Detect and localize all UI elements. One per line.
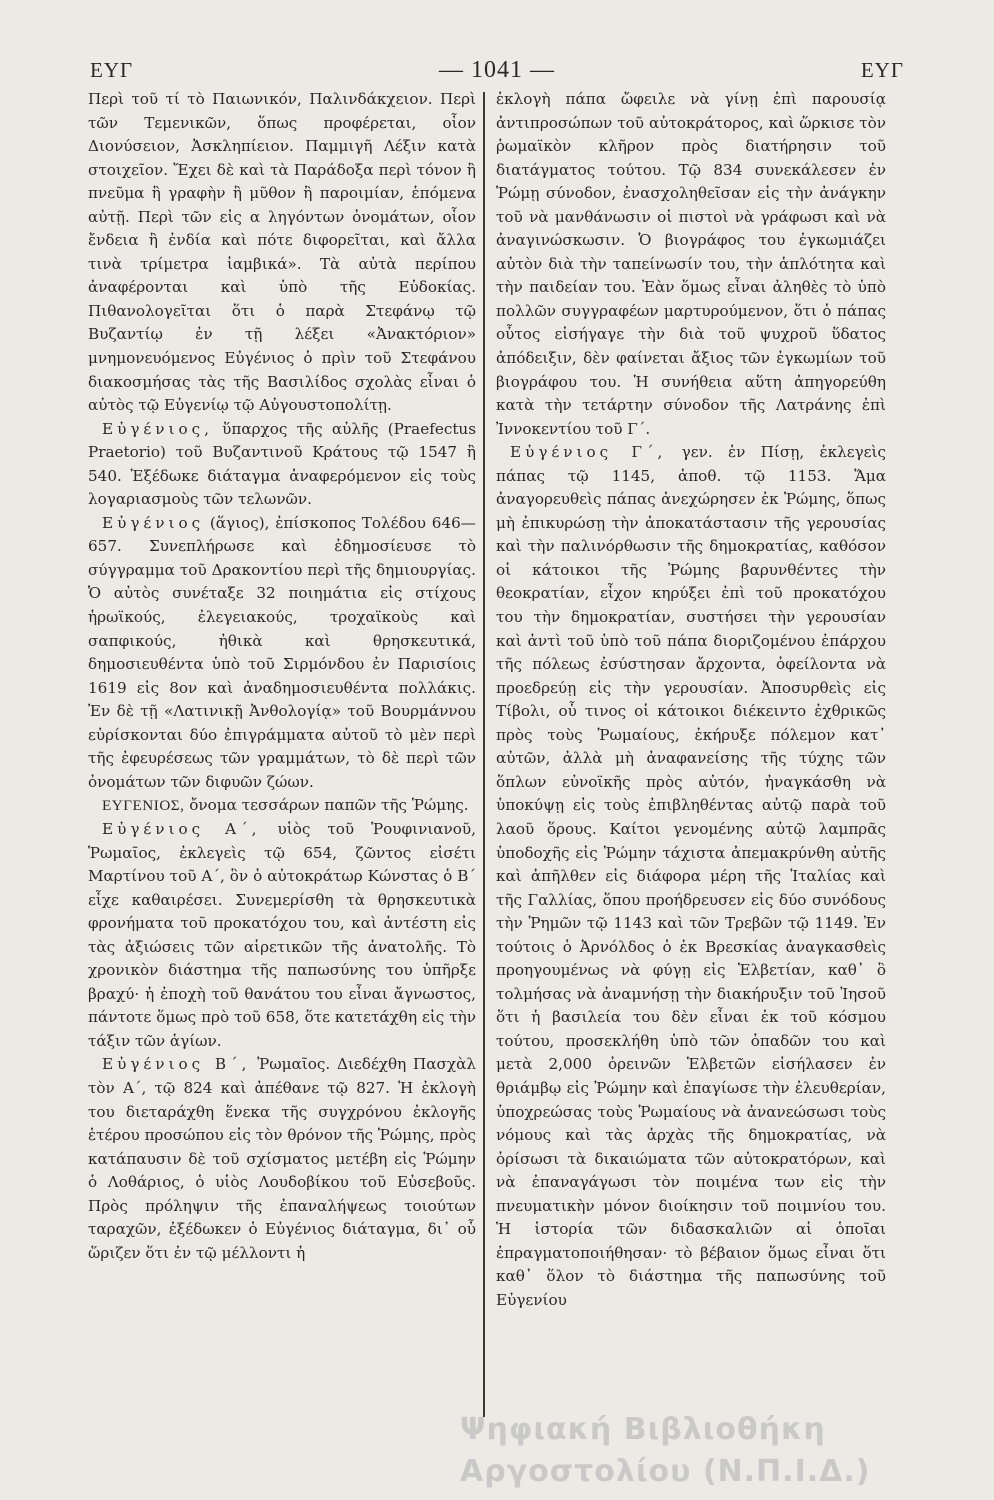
entry-text: ἐκλογὴ πάπα ὤφειλε νὰ γίνῃ ἐπὶ παρουσίᾳ ἀντιπροσώπων τοῦ αὐτοκράτορος, καὶ ὥρκισε τὸν ῥωμαϊκὸν κλῆρον πρὸς διατήρησιν τοῦ διατάγματος τούτου. Τῷ 834 συνεκάλεσεν ἐν Ῥώμῃ σύνοδον, ἐνασχοληθεῖσαν εἰς τὴν ἀνάγκην τοῦ νὰ μανθάνωσιν οἱ πιστοὶ νὰ γράφωσι καὶ νὰ ἀναγινώσκωσιν. Ὁ βιογράφος του ἐγκωμιάζει αὐτὸν διὰ τὴν ταπείνωσίν του, τὴν ἁπλότητα καὶ τὴν παιδείαν του. Ἐὰν ὅμως εἶναι ἀληθὲς τὸ ὑπὸ πολλῶν συγγραφέων μαρτυρούμενον, ὅτι ὁ πάπας οὗτος εἰσήγαγε τὴν διὰ τοῦ ψυχροῦ ὕδατος ἀπόδειξιν, δὲν φαίνεται ἄξιος τῶν ἐγκωμίων τοῦ βιογράφου του. Ἡ συνήθεια αὕτη ἀπηγορεύθη κατὰ τὴν τετάρτην σύνοδον τῆς Λατράνης ἐπὶ Ἰννοκεντίου τοῦ Γ΄. xyxy=(496,90,886,438)
article-paragraph xyxy=(88,794,476,818)
entry-headword: Εὐγένιος Α΄, xyxy=(102,819,261,838)
header-right: ΕΥΓ xyxy=(860,57,904,82)
article-paragraph xyxy=(496,88,886,441)
article-paragraph xyxy=(88,88,476,418)
watermark-line-2: Αργοστολίου (Ν.Π.Ι.Δ.) xyxy=(460,1454,871,1489)
entry-headword: Εὐγένιος, xyxy=(102,419,213,438)
article-paragraph xyxy=(88,418,476,512)
entry-text: ὕπαρχος τῆς αὐλῆς (Praefectus Praetorio) τοῦ Βυζαντινοῦ Κράτους τῷ 1547 ἢ 540. Ἐξέδωκε διάταγμα ἀναφερόμενον εἰς τοὺς λογαριασμοὺς τῶν τελωνῶν. xyxy=(88,419,476,509)
entry-text: Περὶ τοῦ τί τὸ Παιωνικόν, Παλινδάκχειον. Περὶ τῶν Τεμενικῶν, ὅπως προφέρεται, οἷον Διονύσειον, Ἀσκληπίειον. Παμμιγῆ Λέξιν κατὰ στοιχεῖον. Ἔχει δὲ καὶ τὰ Παράδοξα περὶ τόνον ἢ πνεῦμα ἢ γραφὴν ἢ μῦθον ἢ παροιμίαν, ἑπόμενα αὐτῇ. Περὶ τῶν εἰς α ληγόντων ὀνομάτων, οἷον ἔνδεια ἢ ἐνδία καὶ πότε διφορεῖται, καὶ ἄλλα τινὰ τρίμετρα ἰαμβικά». Τὰ αὐτὰ περίπου ἀναφέρονται καὶ ὑπὸ τῆς Εὐδοκίας. Πιθανολογεῖται ὅτι ὁ παρὰ Στεφάνῳ τῷ Βυζαντίῳ ἐν τῇ λέξει «Ἀνακτόριον» μνημονευόμενος Εὐγένιος ὁ πρὶν τοῦ Στεφάνου διακοσμήσας τὰς τῆς Βασιλίδος σχολὰς εἶναι ὁ αὐτὸς τῷ Εὐγενίῳ τῷ Αὐγουστοπολίτῃ. xyxy=(88,90,476,415)
entry-text: ὄνομα τεσσάρων παπῶν τῆς Ῥώμης. xyxy=(184,796,469,815)
entry-text: (ἅγιος), ἐπίσκοπος Τολέδου 646—657. Συνεπλήρωσε καὶ ἐδημοσίευσε τὸ σύγγραμμα τοῦ Δρακοντίου περὶ τῆς δημιουργίας. Ὁ αὐτὸς συνέταξε 32 ποιημάτια εἰς στίχους ἡρωϊκούς, ἐλεγειακούς, τροχαϊκοὺς καὶ σαπφικούς, ἠθικὰ καὶ θρησκευτικά, δημοσιευθέντα ὑπὸ τοῦ Σιρμόνδου ἐν Παρισίοις 1619 εἰς 8ον καὶ ἀναδημοσιευθέντα πολλάκις. Ἐν δὲ τῇ «Λατινικῇ Ἀνθολογίᾳ» τοῦ Βουρμάννου εὑρίσκονται δύο ἐπιγράμματα αὐτοῦ τὸ μὲν περὶ τῆς ἐφευρέσεως τῶν γραμμάτων, τὸ δὲ περὶ τῶν ὀνομάτων τῶν διφυῶν ζώων. xyxy=(88,513,476,791)
article-paragraph xyxy=(88,818,476,1053)
page-number: — 1041 — xyxy=(439,56,555,83)
entry-headword: Εὐγένιος Γ΄, xyxy=(510,443,667,462)
left-column xyxy=(88,88,476,1265)
entry-text: Ῥωμαῖος. Διεδέχθη Πασχὰλ τὸν Α΄, τῷ 824 καὶ ἀπέθανε τῷ 827. Ἡ ἐκλογὴ του διεταράχθη ἕνεκα τῆς συγχρόνου ἐκλογῆς ἑτέρου προσώπου εἰς τὸν θρόνον τῆς Ῥώμης, πρὸς κατάπαυσιν δὲ τοῦ σχίσματος μετέβη εἰς Ῥώμην ὁ Λοθάριος, ὁ υἱὸς Λουδοβίκου τοῦ Εὐσεβοῦς. Πρὸς πρόληψιν τῆς ἐπαναλήψεως τοιούτων ταραχῶν, ἐξέδωκεν ὁ Εὐγένιος διάταγμα, δι᾿ οὗ ὥριζεν ὅτι ἐν τῷ μέλλοντι ἡ xyxy=(88,1055,476,1262)
entry-text: γεν. ἐν Πίσῃ, ἐκλεγεὶς πάπας τῷ 1145, ἀποθ. τῷ 1153. Ἅμα ἀναγορευθεὶς πάπας ἀνεχώρησεν ἐκ Ῥώμης, ὅπως μὴ ἐπικυρώσῃ τὴν ἀποκατάστασιν τῆς γερουσίας καὶ τὴν παλινόρθωσιν τῆς δημοκρατίας, καθόσον οἱ κάτοικοι τῆς Ῥώμης βαρυνθέντες τὴν θεοκρατίαν, εἶχον κηρύξει ἐπὶ τοῦ προκατόχου του τὴν δημοκρατίαν, συστήσει τὴν γερουσίαν καὶ ἀντὶ τοῦ ὑπὸ τοῦ πάπα διοριζομένου ἐπάρχου τῆς πόλεως ἐσύστησαν ἄρχοντα, ὀφείλοντα νὰ προεδρεύῃ εἰς τὴν γερουσίαν. Ἀποσυρθεὶς εἰς Τίβολι, οὗ τινος οἱ κάτοικοι διέκειντο ἐχθρικῶς πρὸς τοὺς Ῥωμαίους, ἐκήρυξε πόλεμον κατ᾿ αὐτῶν, ἀλλὰ μὴ ἀναφανείσης τῆς τύχης τῶν ὅπλων εὐνοϊκῆς πρὸς αὐτόν, ἠναγκάσθη νὰ ὑποκύψῃ εἰς τοὺς ἐπιβληθέντας αὐτῷ παρὰ τοῦ λαοῦ ὅρους. Καίτοι γενομένης αὐτῷ λαμπρᾶς ὑποδοχῆς εἰς Ῥώμην τάχιστα ἀπεμακρύνθη αὐτῆς καὶ ἀπῆλθεν εἰς διάφορα μέρη τῆς Ἰταλίας καὶ τῆς Γαλλίας, ὅπου προήδρευσεν εἰς δύο συνόδους τὴν Ῥημῶν τῷ 1143 καὶ τῶν Τρεβῶν τῷ 1149. Ἐν τούτοις ὁ Ἀρνόλδος ὁ ἐκ Βρεσκίας ἀναγκασθεὶς προηγουμένως νὰ φύγῃ εἰς Ἑλβετίαν, καθ᾿ ὃ τολμήσας νὰ ἀναμνήσῃ τὴν διακήρυξιν τοῦ Ἰησοῦ ὅτι ἡ βασιλεία του δὲν εἶναι ἐκ τοῦ κόσμου τούτου, προσεκλήθη ὑπὸ τῶν ὀπαδῶν του καὶ μετὰ 2,000 ὀρεινῶν Ἑλβετῶν εἰσήλασεν ἐν θριάμβῳ εἰς Ῥώμην καὶ ἐπαγίωσε τὴν ἐλευθερίαν, ὑποχρεώσας τοὺς Ῥωμαίους νὰ ἀνανεώσωσι τοὺς νόμους καὶ τὰς ἀρχὰς τῆς δημοκρατίας, νὰ ὁρίσωσι τὰ δικαιώματα τῶν αὐτοκρατόρων, καὶ νὰ ἐπαναγάγωσι τὸν ποιμένα των εἰς τὴν πνευματικὴν μόνον διοίκησιν τοῦ ποιμνίου του. Ἡ ἱστορία τῶν διδασκαλιῶν αἱ ὁποῖαι ἐπραγματοποιήθησαν· τὸ βέβαιον ὅμως εἶναι ὅτι καθ᾿ ὅλον τὸ διάστημα τῆς παπωσύνης τοῦ Εὐγενίου xyxy=(496,443,887,1309)
entry-headword: Εὐγένιος Β΄, xyxy=(102,1055,251,1074)
running-header xyxy=(90,52,904,88)
right-column xyxy=(496,88,886,1312)
column-divider xyxy=(483,92,485,1417)
entry-headword: Εὐγένιος xyxy=(102,513,205,532)
entry-text: υἱὸς τοῦ Ῥουφινιανοῦ, Ῥωμαῖος, ἐκλεγεὶς τῷ 654, ζῶντος εἰσέτι Μαρτίνου τοῦ Α΄, ὃν ὁ αὐτοκράτωρ Κώνστας ὁ Β΄ εἶχε καθαιρέσει. Συνεμερίσθη τὰ θρησκευτικὰ φρονήματα τοῦ προκατόχου του, καὶ ἀντέστη εἰς τὰς ἀξιώσεις τῶν αἱρετικῶν τῆς ἀνατολῆς. Τὸ χρονικὸν διάστημα τῆς παπωσύνης του ὑπῆρξε βραχύ· ἡ ἐποχὴ τοῦ θανάτου του εἶναι ἄγνωστος, πάντοτε ὅμως πρὸ τοῦ 658, ὅτε κατετάχθη εἰς τὴν τάξιν τῶν ἁγίων. xyxy=(88,819,476,1050)
watermark-line-1: Ψηφιακή Βιβλιοθήκη xyxy=(460,1412,826,1447)
library-watermark xyxy=(460,1412,910,1489)
article-paragraph xyxy=(88,512,476,795)
entry-headword: ΕΥΓΕΝΙΟΣ, xyxy=(102,797,185,815)
article-paragraph xyxy=(496,441,886,1312)
header-left: ΕΥΓ xyxy=(90,57,134,82)
article-paragraph xyxy=(88,1053,476,1265)
